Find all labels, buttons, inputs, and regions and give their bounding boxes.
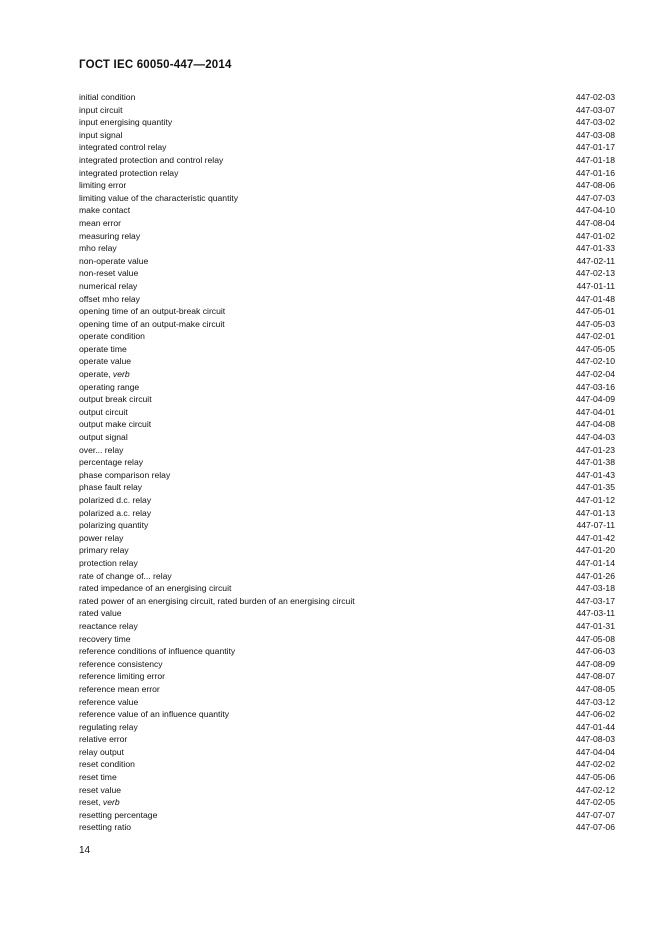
index-entry: [79, 570, 615, 583]
index-code: 447-05-05: [575, 343, 615, 354]
index-code: 447-04-04: [575, 746, 615, 757]
index-entry: [79, 217, 615, 230]
index-entry: [79, 645, 615, 658]
index-term-text: make contact: [79, 205, 131, 216]
index-code: 447-01-33: [575, 243, 615, 254]
index-entry: [79, 406, 615, 419]
index-term: [79, 519, 576, 532]
index-code: 447-03-07: [575, 104, 615, 115]
index-term: [79, 444, 576, 457]
index-code: 447-02-02: [575, 759, 615, 770]
index-term-text: reactance relay: [79, 620, 138, 631]
index-term: [79, 645, 576, 658]
index-term-text: relay output: [79, 746, 124, 757]
index-term: [79, 116, 576, 129]
index-term-text: over... relay: [79, 444, 124, 455]
index-code: 447-01-31: [575, 620, 615, 631]
index-term: [79, 582, 576, 595]
index-code: 447-03-02: [575, 117, 615, 128]
index-code: 447-01-43: [575, 469, 615, 480]
index-entry: [79, 242, 615, 255]
index-term-text: polarized d.c. relay: [79, 495, 152, 505]
index-term: [79, 796, 576, 809]
index-term-text: rated power of an energising circuit, rated burden of an energising circuit: [79, 595, 355, 606]
index-term: [79, 570, 576, 583]
index-entry: [79, 293, 615, 306]
index-code: 447-03-16: [575, 381, 615, 392]
index-code: 447-08-04: [575, 217, 615, 228]
index-entry: [79, 494, 615, 507]
index-term: [79, 821, 576, 834]
index-term: [79, 544, 576, 557]
index-entry: [79, 192, 615, 205]
index-term: [79, 204, 576, 217]
index-term-text: non-operate value: [79, 255, 149, 266]
index-term-text: operating range: [79, 381, 140, 392]
index-entry: [79, 607, 615, 620]
index-term: [79, 267, 576, 280]
index-code: 447-01-02: [575, 230, 615, 241]
index-term: [79, 418, 576, 431]
index-entry: [79, 179, 615, 192]
page-number: 14: [79, 845, 91, 856]
index-term: [79, 104, 576, 117]
index-term: [79, 456, 576, 469]
index-code: 447-03-11: [576, 608, 615, 619]
index-code: 447-04-08: [575, 419, 615, 430]
index-term-text: protection relay: [79, 557, 138, 568]
index-term-text: input energising quantity: [79, 117, 173, 128]
index-entry: [79, 104, 615, 117]
index-code: 447-03-08: [575, 129, 615, 140]
index-code: 447-01-14: [575, 557, 615, 568]
index-term-text: phase comparison relay: [79, 469, 171, 480]
index-code: 447-02-12: [575, 784, 615, 795]
index-code: 447-05-06: [575, 772, 615, 783]
index-term: [79, 318, 576, 331]
index-term: [79, 167, 576, 180]
term-index-list: [79, 91, 615, 834]
index-term-text: polarized a.c. relay: [79, 507, 152, 518]
index-term-text: mho relay: [79, 243, 117, 254]
index-term-italic: verb: [112, 369, 130, 380]
index-entry: [79, 771, 615, 784]
index-code: 447-03-17: [575, 595, 615, 606]
index-term: [79, 355, 576, 368]
index-code: 447-08-09: [575, 658, 615, 669]
index-term-text: input signal: [79, 129, 123, 140]
index-code: 447-07-03: [575, 192, 615, 203]
index-term: [79, 481, 576, 494]
index-term: [79, 758, 576, 771]
index-term-text: input circuit: [79, 104, 123, 115]
index-term-text: output break circuit: [79, 394, 152, 405]
index-entry: [79, 708, 615, 721]
index-code: 447-02-05: [575, 797, 615, 808]
index-code: 447-08-06: [575, 180, 615, 191]
index-code: 447-07-07: [575, 809, 615, 820]
index-term-text: operate value: [79, 356, 132, 367]
index-term: [79, 293, 576, 306]
index-code: 447-08-03: [575, 734, 615, 745]
index-term-text: operate,: [79, 369, 113, 380]
index-entry: [79, 721, 615, 734]
index-term: [79, 217, 576, 230]
index-entry: [79, 733, 615, 746]
index-code: 447-08-07: [575, 671, 615, 682]
index-term: [79, 242, 576, 255]
index-code: 447-03-18: [575, 583, 615, 594]
index-term: [79, 708, 576, 721]
index-entry: [79, 633, 615, 646]
index-entry: [79, 230, 615, 243]
index-term-text: regulating relay: [79, 721, 138, 732]
index-entry: [79, 204, 615, 217]
index-term: [79, 607, 576, 620]
index-code: 447-04-01: [575, 406, 615, 417]
index-entry: [79, 154, 615, 167]
index-code: 447-01-13: [575, 507, 615, 518]
index-code: 447-01-18: [575, 154, 615, 165]
index-entry: [79, 91, 615, 104]
index-term-text: integrated control relay: [79, 142, 167, 153]
index-term: [79, 771, 576, 784]
index-term-text: primary relay: [79, 545, 129, 556]
index-entry: [79, 532, 615, 545]
index-entry: [79, 658, 615, 671]
index-term: [79, 784, 576, 797]
index-code: 447-04-09: [575, 394, 615, 405]
index-term: [79, 595, 576, 608]
index-term: [79, 620, 576, 633]
index-entry: [79, 821, 615, 834]
index-code: 447-01-12: [575, 495, 615, 505]
index-term-text: opening time of an output-make circuit: [79, 318, 225, 329]
index-code: 447-05-08: [575, 633, 615, 644]
index-entry: [79, 469, 615, 482]
index-entry: [79, 456, 615, 469]
index-term: [79, 230, 576, 243]
index-code: 447-07-06: [575, 822, 615, 833]
index-term: [79, 154, 576, 167]
index-term: [79, 532, 576, 545]
index-term-text: reference value: [79, 696, 139, 707]
index-code: 447-02-04: [575, 369, 615, 380]
index-entry: [79, 141, 615, 154]
index-term-italic: verb: [102, 797, 120, 808]
index-code: 447-02-03: [575, 92, 615, 102]
document-header: ГОСТ IEC 60050-447—2014: [79, 59, 232, 71]
index-term-text: rated impedance of an energising circuit: [79, 583, 232, 594]
index-term: [79, 330, 576, 343]
index-term-text: integrated protection relay: [79, 167, 179, 178]
index-term-text: power relay: [79, 532, 124, 543]
index-term: [79, 658, 576, 671]
index-code: 447-05-01: [575, 306, 615, 317]
index-entry: [79, 582, 615, 595]
index-term: [79, 633, 576, 646]
index-code: 447-01-42: [575, 532, 615, 543]
index-entry: [79, 418, 615, 431]
index-term: [79, 129, 576, 142]
index-entry: [79, 444, 615, 457]
index-term: [79, 406, 576, 419]
index-entry: [79, 557, 615, 570]
index-term-text: polarizing quantity: [79, 520, 149, 531]
index-code: 447-02-10: [575, 356, 615, 367]
index-entry: [79, 330, 615, 343]
index-code: 447-06-03: [575, 646, 615, 657]
index-entry: [79, 683, 615, 696]
index-term-text: reference value of an influence quantity: [79, 709, 230, 720]
index-term-text: reset time: [79, 772, 117, 783]
index-code: 447-01-35: [575, 482, 615, 493]
index-entry: [79, 368, 615, 381]
index-entry: [79, 620, 615, 633]
index-code: 447-08-05: [575, 683, 615, 694]
index-code: 447-01-26: [575, 570, 615, 581]
index-term: [79, 809, 576, 822]
index-code: 447-02-11: [576, 255, 615, 266]
index-term: [79, 683, 576, 696]
index-term-text: resetting ratio: [79, 822, 132, 833]
index-term: [79, 507, 576, 520]
index-term-text: reset value: [79, 784, 122, 795]
index-entry: [79, 343, 615, 356]
index-code: 447-04-10: [575, 205, 615, 216]
index-term: [79, 733, 576, 746]
index-code: 447-01-23: [575, 444, 615, 455]
index-entry: [79, 595, 615, 608]
index-term-text: phase fault relay: [79, 482, 143, 493]
index-term: [79, 670, 576, 683]
index-code: 447-01-48: [575, 293, 615, 304]
index-entry: [79, 670, 615, 683]
index-entry: [79, 809, 615, 822]
index-entry: [79, 381, 615, 394]
index-term: [79, 393, 576, 406]
index-entry: [79, 519, 615, 532]
index-entry: [79, 784, 615, 797]
index-code: 447-02-01: [575, 331, 615, 342]
index-term: [79, 368, 576, 381]
index-entry: [79, 280, 615, 293]
index-code: 447-01-38: [575, 457, 615, 468]
index-term-text: integrated protection and control relay: [79, 154, 224, 165]
index-entry: [79, 318, 615, 331]
index-entry: [79, 167, 615, 180]
index-term-text: limiting value of the characteristic quantity: [79, 192, 239, 203]
index-term: [79, 280, 576, 293]
index-term-text: operate condition: [79, 331, 145, 342]
index-term-text: output signal: [79, 432, 128, 443]
index-term-text: non-reset value: [79, 268, 139, 279]
index-code: 447-01-20: [575, 545, 615, 556]
index-entry: [79, 305, 615, 318]
index-entry: [79, 255, 615, 268]
index-entry: [79, 481, 615, 494]
index-term-text: output circuit: [79, 406, 128, 417]
index-entry: [79, 129, 615, 142]
index-term-text: operate time: [79, 343, 127, 354]
index-code: 447-06-02: [575, 709, 615, 720]
index-code: 447-01-16: [575, 167, 615, 178]
index-entry: [79, 746, 615, 759]
index-term-text: initial condition: [79, 92, 136, 102]
index-term-text: recovery time: [79, 633, 131, 644]
index-entry: [79, 796, 615, 809]
index-code: 447-01-44: [575, 721, 615, 732]
index-entry: [79, 355, 615, 368]
index-term: [79, 469, 576, 482]
index-term-text: reset condition: [79, 759, 135, 770]
index-term-text: reference mean error: [79, 683, 160, 694]
index-term-text: reference limiting error: [79, 671, 165, 682]
index-term-text: relative error: [79, 734, 128, 745]
index-term-text: opening time of an output-break circuit: [79, 306, 226, 317]
index-term-text: reference consistency: [79, 658, 163, 669]
index-term-text: reference conditions of influence quantity: [79, 646, 236, 657]
index-code: 447-01-17: [575, 142, 615, 153]
index-term: [79, 343, 576, 356]
index-entry: [79, 758, 615, 771]
index-code: 447-02-13: [575, 268, 615, 279]
index-code: 447-03-12: [575, 696, 615, 707]
index-entry: [79, 544, 615, 557]
index-code: 447-01-11: [576, 280, 615, 291]
index-entry: [79, 393, 615, 406]
index-code: 447-07-11: [576, 520, 615, 531]
index-term: [79, 557, 576, 570]
index-term-text: offset mho relay: [79, 293, 140, 304]
index-entry: [79, 507, 615, 520]
index-term: [79, 255, 576, 268]
index-term: [79, 141, 576, 154]
index-term: [79, 91, 576, 104]
index-term: [79, 381, 576, 394]
index-term-text: rate of change of... relay: [79, 570, 172, 581]
index-entry: [79, 431, 615, 444]
index-term-text: mean error: [79, 217, 122, 228]
index-term-text: resetting percentage: [79, 809, 158, 820]
index-term: [79, 746, 576, 759]
index-code: 447-04-03: [575, 432, 615, 443]
index-term-text: percentage relay: [79, 457, 144, 468]
index-term-text: reset,: [79, 797, 103, 808]
index-term-text: output make circuit: [79, 419, 152, 430]
index-term: [79, 179, 576, 192]
index-term-text: numerical relay: [79, 280, 138, 291]
index-term: [79, 696, 576, 709]
index-term-text: rated value: [79, 608, 122, 619]
index-term: [79, 721, 576, 734]
index-code: 447-05-03: [575, 318, 615, 329]
index-entry: [79, 267, 615, 280]
index-term-text: measuring relay: [79, 230, 141, 241]
index-term: [79, 192, 576, 205]
index-term: [79, 494, 576, 507]
index-entry: [79, 696, 615, 709]
index-term: [79, 431, 576, 444]
index-entry: [79, 116, 615, 129]
index-term-text: limiting error: [79, 180, 127, 191]
index-term: [79, 305, 576, 318]
